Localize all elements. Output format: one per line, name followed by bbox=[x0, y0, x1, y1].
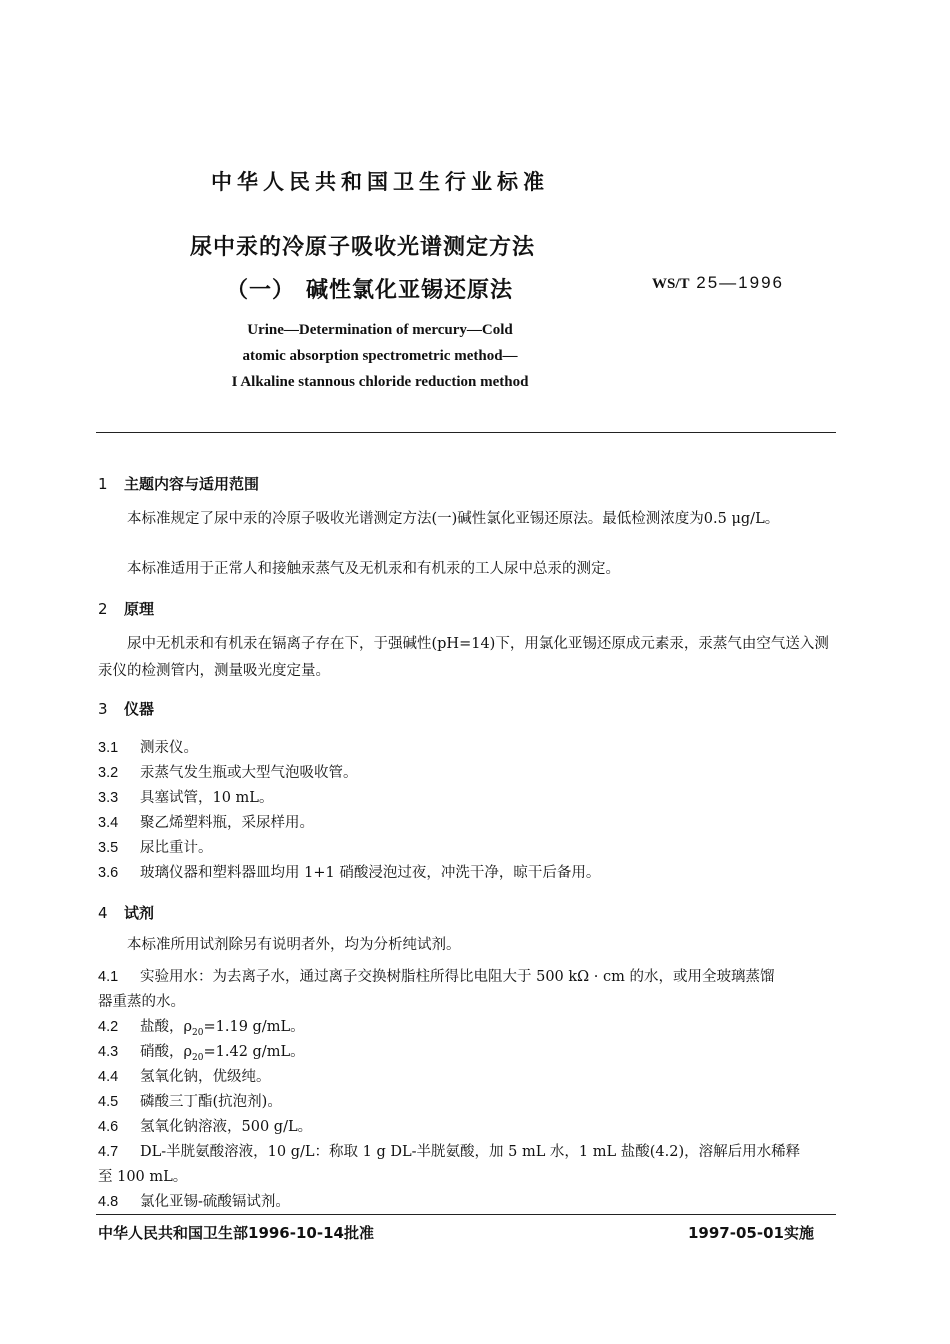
section-title: 试剂 bbox=[124, 904, 155, 922]
item-text: 硝酸，ρ bbox=[140, 1044, 193, 1060]
footer-divider bbox=[96, 1214, 836, 1215]
item-text: 测汞仪。 bbox=[140, 740, 198, 756]
item-number: 4.4 bbox=[98, 1069, 119, 1085]
chinese-subtitle: 碱性氯化亚锡还原法 bbox=[306, 278, 514, 303]
item-number: 4.3 bbox=[98, 1044, 119, 1060]
item-text: 盐酸，ρ bbox=[140, 1019, 193, 1035]
item-number: 3.2 bbox=[98, 765, 119, 781]
item-text: 磷酸三丁酯(抗泡剂)。 bbox=[140, 1094, 282, 1110]
english-title-line-3: I Alkaline stannous chloride reduction method bbox=[231, 374, 529, 390]
list-item bbox=[98, 1090, 282, 1111]
section-number: 3 bbox=[98, 700, 108, 718]
section-1-heading bbox=[98, 473, 259, 494]
standard-code bbox=[652, 273, 784, 293]
list-item bbox=[98, 1140, 800, 1161]
section-2-heading bbox=[98, 598, 154, 619]
item-text: DL-半胱氨酸溶液，10 g/L：称取 1 g DL-半胱氨酸，加 5 mL 水，1 mL 盐酸(4.2)，溶解后用水稀释 bbox=[140, 1144, 801, 1160]
implementation-date: 1997-05-01实施 bbox=[688, 1224, 814, 1242]
item-text: 具塞试管，10 mL。 bbox=[140, 790, 274, 806]
item-text: 实验用水：为去离子水，通过离子交换树脂柱所得比电阻大于 500 kΩ · cm 的水，或用全玻璃蒸馏 bbox=[140, 969, 775, 985]
item-number: 4.5 bbox=[98, 1094, 119, 1110]
english-title-line-1: Urine—Determination of mercury—Cold bbox=[247, 322, 513, 338]
list-item bbox=[98, 786, 273, 807]
list-item bbox=[98, 1115, 312, 1136]
header-divider bbox=[96, 432, 836, 433]
list-item bbox=[98, 1015, 305, 1038]
standard-category-title: 中华人民共和国卫生行业标准 bbox=[211, 170, 549, 194]
standard-code-number: 25—1996 bbox=[696, 273, 784, 292]
section-number: 2 bbox=[98, 600, 108, 618]
item-number: 4.7 bbox=[98, 1144, 119, 1160]
section-3-heading bbox=[98, 698, 154, 719]
item-number: 3.3 bbox=[98, 790, 119, 806]
list-item bbox=[98, 1065, 271, 1086]
list-item-continuation: 器重蒸的水。 bbox=[98, 994, 185, 1010]
section-title: 仪器 bbox=[124, 700, 155, 718]
list-item-continuation: 至 100 mL。 bbox=[98, 1169, 188, 1185]
item-number: 3.6 bbox=[98, 865, 119, 881]
list-item bbox=[98, 736, 198, 757]
density-subscript: 20 bbox=[192, 1052, 204, 1063]
section-title: 主题内容与适用范围 bbox=[124, 475, 260, 493]
item-text: 氢氧化钠溶液，500 g/L。 bbox=[140, 1119, 313, 1135]
list-item bbox=[98, 861, 600, 882]
list-item bbox=[98, 1040, 305, 1063]
section-number: 1 bbox=[98, 475, 108, 493]
item-number: 4.6 bbox=[98, 1119, 119, 1135]
item-number: 3.5 bbox=[98, 840, 119, 856]
list-item bbox=[98, 811, 314, 832]
item-number: 4.2 bbox=[98, 1019, 119, 1035]
section-1-paragraph-2: 本标准适用于正常人和接触汞蒸气及无机汞和有机汞的工人尿中总汞的测定。 bbox=[127, 561, 620, 577]
list-item bbox=[98, 1190, 290, 1211]
section-1-paragraph-1: 本标准规定了尿中汞的冷原子吸收光谱测定方法(一)碱性氯化亚锡还原法。最低检测浓度为0.5 μg/L。 bbox=[127, 511, 780, 527]
item-text: 汞蒸气发生瓶或大型气泡吸收管。 bbox=[140, 765, 358, 781]
chinese-subtitle-prefix: （一） bbox=[226, 278, 296, 303]
item-text: =1.42 g/mL。 bbox=[203, 1044, 305, 1060]
item-text: 玻璃仪器和塑料器皿均用 1+1 硝酸浸泡过夜，冲洗干净，晾干后备用。 bbox=[140, 865, 601, 881]
chinese-title: 尿中汞的冷原子吸收光谱测定方法 bbox=[190, 235, 536, 260]
item-text: 尿比重计。 bbox=[140, 840, 213, 856]
approval-date: 中华人民共和国卫生部1996-10-14批准 bbox=[98, 1224, 374, 1242]
item-text: =1.19 g/mL。 bbox=[203, 1019, 305, 1035]
list-item bbox=[98, 761, 358, 782]
item-number: 4.8 bbox=[98, 1194, 119, 1210]
item-number: 3.4 bbox=[98, 815, 119, 831]
section-number: 4 bbox=[98, 904, 108, 922]
list-item bbox=[98, 836, 213, 857]
section-4-heading bbox=[98, 902, 154, 923]
density-subscript: 20 bbox=[192, 1027, 204, 1038]
english-title-line-2: atomic absorption spectrometric method— bbox=[242, 348, 518, 364]
section-4-intro: 本标准所用试剂除另有说明者外，均为分析纯试剂。 bbox=[127, 937, 461, 953]
standard-code-prefix: WS/T bbox=[652, 276, 690, 292]
item-number: 3.1 bbox=[98, 740, 119, 756]
item-number: 4.1 bbox=[98, 969, 119, 985]
section-title: 原理 bbox=[124, 600, 155, 618]
section-2-paragraph: 尿中无机汞和有机汞在镉离子存在下，于强碱性(pH=14)下，用氯化亚锡还原成元素汞，汞蒸气由空气送入测汞仪的检测管内，测量吸光度定量。 bbox=[98, 636, 829, 679]
item-text: 聚乙烯塑料瓶，采尿样用。 bbox=[140, 815, 314, 831]
item-text: 氯化亚锡-硫酸镉试剂。 bbox=[140, 1194, 290, 1210]
list-item bbox=[98, 965, 775, 986]
item-text: 氢氧化钠，优级纯。 bbox=[140, 1069, 271, 1085]
